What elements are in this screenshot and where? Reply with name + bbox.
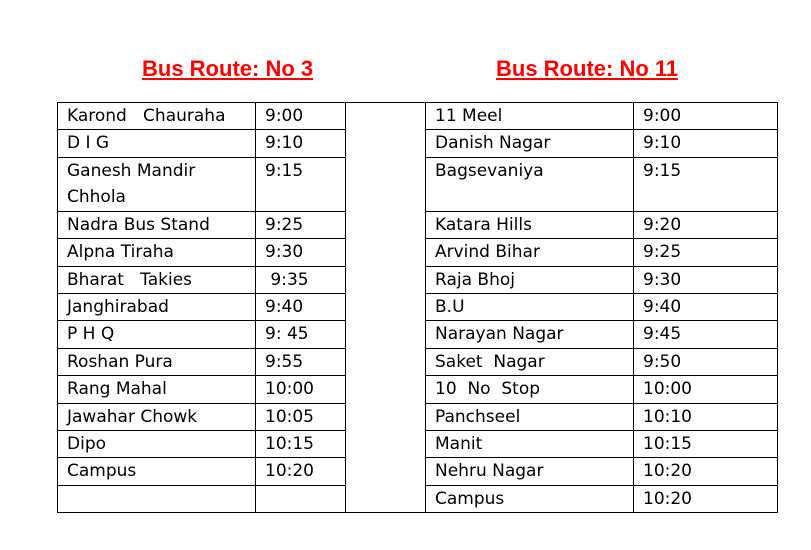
route-11-stop: Nehru Nagar bbox=[426, 458, 634, 485]
route-11-stop: Katara Hills bbox=[426, 211, 634, 238]
route-11-stop: Saket Nagar bbox=[426, 348, 634, 375]
route-11-stop: Campus bbox=[426, 485, 634, 512]
route-3-stop: Nadra Bus Stand bbox=[58, 211, 256, 238]
route-3-time: 9:40 bbox=[256, 294, 346, 321]
route-11-stop: Panchseel bbox=[426, 403, 634, 430]
route-3-time: 9:30 bbox=[256, 239, 346, 266]
route-3-time: 9:15 bbox=[256, 157, 346, 211]
route-11-stop: Arvind Bihar bbox=[426, 239, 634, 266]
route-3-stop: Bharat Takies bbox=[58, 266, 256, 293]
route-3-time: 10:20 bbox=[256, 458, 346, 485]
route-3-stop: Janghirabad bbox=[58, 294, 256, 321]
route-11-time: 9:20 bbox=[634, 211, 778, 238]
route-11-title: Bus Route: No 11 bbox=[496, 56, 679, 81]
route-11-time: 9:45 bbox=[634, 321, 778, 348]
route-3-time bbox=[256, 485, 346, 512]
route-11-time: 9:50 bbox=[634, 348, 778, 375]
route-3-stop: D I G bbox=[58, 130, 256, 157]
route-3-time: 9:00 bbox=[256, 103, 346, 130]
route-11-stop: Danish Nagar bbox=[426, 130, 634, 157]
route-3-time: 9:25 bbox=[256, 211, 346, 238]
route-3-time: 9: 45 bbox=[256, 321, 346, 348]
route-3-title: Bus Route: No 3 bbox=[142, 56, 314, 81]
bus-timetable bbox=[57, 102, 778, 513]
route-3-stop: Karond Chauraha bbox=[58, 103, 256, 130]
route-3-stop: Rang Mahal bbox=[58, 376, 256, 403]
route-11-stop: B.U bbox=[426, 294, 634, 321]
route-11-time: 10:10 bbox=[634, 403, 778, 430]
route-11-time: 10:00 bbox=[634, 376, 778, 403]
route-3-stop: Campus bbox=[58, 458, 256, 485]
route-11-time: 9:10 bbox=[634, 130, 778, 157]
table-row bbox=[58, 103, 778, 130]
route-3-stop: Dipo bbox=[58, 431, 256, 458]
route-11-stop: Bagsevaniya bbox=[426, 157, 634, 211]
route-3-time: 9:35 bbox=[256, 266, 346, 293]
route-11-time: 10:20 bbox=[634, 458, 778, 485]
route-3-stop: Jawahar Chowk bbox=[58, 403, 256, 430]
route-11-stop: Manit bbox=[426, 431, 634, 458]
route-11-stop: Raja Bhoj bbox=[426, 266, 634, 293]
route-3-stop: Roshan Pura bbox=[58, 348, 256, 375]
route-11-time: 10:20 bbox=[634, 485, 778, 512]
route-3-time: 10:00 bbox=[256, 376, 346, 403]
route-3-stop: Ganesh Mandir Chhola bbox=[58, 157, 256, 211]
route-11-time: 9:30 bbox=[634, 266, 778, 293]
route-11-stop: 11 Meel bbox=[426, 103, 634, 130]
route-11-time: 9:15 bbox=[634, 157, 778, 211]
route-11-time: 9:25 bbox=[634, 239, 778, 266]
route-11-stop: Narayan Nagar bbox=[426, 321, 634, 348]
column-gap bbox=[346, 103, 426, 513]
route-3-time: 10:05 bbox=[256, 403, 346, 430]
timetable-body bbox=[58, 103, 778, 513]
route-3-time: 10:15 bbox=[256, 431, 346, 458]
route-3-time: 9:55 bbox=[256, 348, 346, 375]
route-3-time: 9:10 bbox=[256, 130, 346, 157]
route-11-stop: 10 No Stop bbox=[426, 376, 634, 403]
route-3-stop: P H Q bbox=[58, 321, 256, 348]
route-11-time: 9:40 bbox=[634, 294, 778, 321]
route-11-time: 9:00 bbox=[634, 103, 778, 130]
route-3-stop: Alpna Tiraha bbox=[58, 239, 256, 266]
route-3-stop bbox=[58, 485, 256, 512]
route-11-time: 10:15 bbox=[634, 431, 778, 458]
